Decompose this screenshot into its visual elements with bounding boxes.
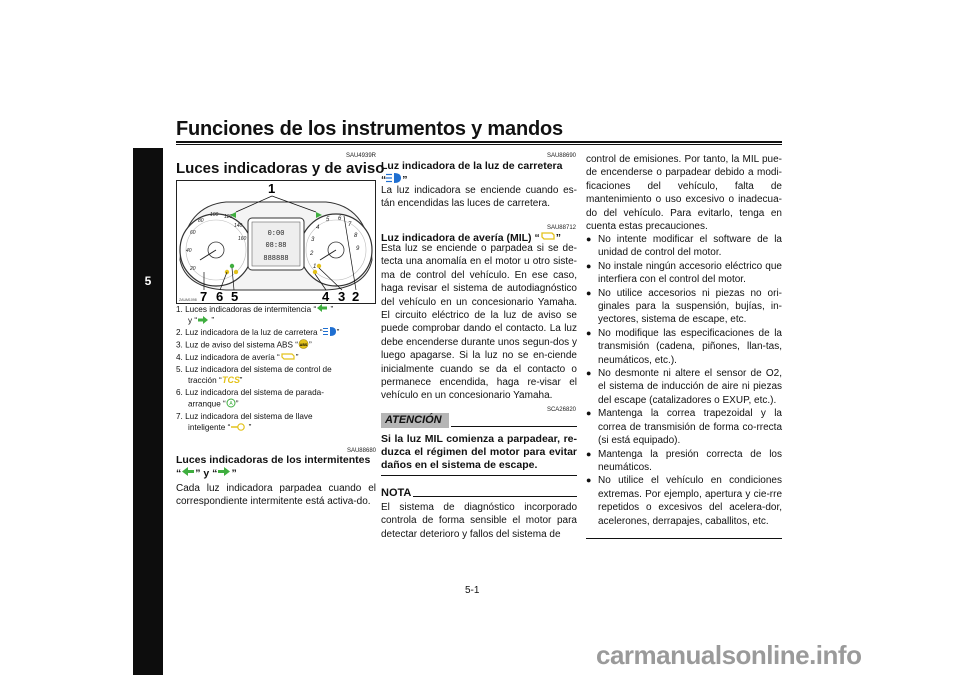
highbeam-title: Luz indicadora de la luz de carretera “ ” [381,160,563,186]
callout-1: 1 [268,181,276,196]
callout-3: 3 [338,289,346,304]
mil-code: SAU88712 [546,225,576,231]
lcd-odo-readout: 888888 [263,255,289,263]
figure-captions: 1. Luces indicadoras de intermitencia “ ” y “ ” 2. Luz indicadora de la luz de carretera “ ” 3. Luz de aviso del sistema ABS “ ABS ” 4. Luz indicadora de avería “ ” 5. Luz indicadora del sistema de control de tracción “ TCS ” 6. Luz indicadora del sistema de parada- arranque “ A ” 7. Luz indicadora del sistema de llave inteligente “ ” [176,305,340,432]
nota-text: El sistema de diagnóstico incorporado controla de forma sensible el motor para detectar deterioro y fallos del sistema de [381,502,577,540]
svg-text:1: 1 [313,264,317,270]
turn-section-code: SAU88680 [346,448,376,454]
list-item: ● No instale ningún accesorio eléctrico que interfiera con el control del motor. [586,260,782,286]
svg-text:60: 60 [190,230,196,236]
attention-bottom-rule [381,475,577,476]
svg-text:8: 8 [354,233,358,239]
svg-text:5: 5 [326,217,330,223]
callout-5: 5 [231,289,239,304]
page-number: 5-1 [465,585,480,596]
right-bottom-rule [586,538,782,539]
svg-text:100: 100 [210,212,219,218]
svg-text:80: 80 [198,218,204,224]
list-item: ● Mantenga la correa trapezoidal y la correa de transmisión de forma co-rrecta (si está equipado). [586,408,782,447]
engine-check-icon [280,352,296,364]
precautions-list [586,233,782,528]
smart-key-icon [230,422,246,434]
svg-text:4: 4 [316,225,320,231]
section-title: Luces indicadoras y de aviso [176,160,385,177]
stop-start-icon [226,398,236,411]
svg-text:160: 160 [238,236,247,242]
watermark: carmanualsonline.info [596,640,862,670]
high-beam-icon [323,327,337,339]
attention-text: Si la luz MIL comienza a parpadear, re-duzca el régimen del motor para evitar daños en el sistema de escape. [381,433,577,471]
left-arrow-icon [316,304,328,315]
svg-text:7: 7 [348,222,352,228]
figure-label: ZAUM1098 [179,298,197,302]
chapter-number: 5 [144,274,152,288]
abs-icon [298,339,309,352]
svg-text:120: 120 [224,214,233,220]
highbeam-code: SAU88690 [546,153,576,159]
lcd-mid-readout: 08:88 [265,242,287,250]
list-item: ● Mantenga la presión correcta de los neumáticos. [586,448,782,473]
mil-body: Esta luz se enciende o parpadea si se de-tecta una anomalía en el motor u otro siste-ma de control del vehículo. En ese caso, haga revisar el sistema de autodiagnóstico del vehículo en un concesionario Yamaha. El circuito eléctrico de la luz de aviso se puede comprobar dando el contacto. La luz debe encenderse durante unos segun-dos y luego apagarse. Si la luz no se en-ciende inicialmente cuando se da el contacto o permanece encendida, haga re-visar el vehículo en un concesionario Yamaha. [381,243,577,402]
title-rule-thin [176,144,782,145]
section-code: SAU4939R [345,153,376,159]
attention-rule [451,426,577,427]
attention-code: SCA26820 [546,407,576,413]
callout-2: 2 [352,289,360,304]
list-item: ● No desmonte ni altere el sensor de O2, el sistema de inducción de aire ni piezas del escape (catalizadores o EXUP, etc.). [586,368,782,406]
right-arrow-icon [217,467,231,480]
tcs-icon [222,375,240,387]
left-arrow-icon [181,467,195,480]
svg-text:40: 40 [186,248,192,254]
callout-7: 7 [200,289,208,304]
list-item: ● No utilice accesorios ni piezas no ori-ginales para la suspensión, bujías, in-yectores, sistema de escape, etc. [586,287,782,326]
svg-text:6: 6 [338,216,342,222]
list-item: ● No utilice el vehículo en condiciones extremas. Por ejemplo, apertura y cie-rre repetidos o excesivos del acelera-dor, acelerones, derrapajes, caballitos, etc. [586,475,782,527]
nota-rule [413,496,577,497]
callout-4: 4 [322,289,330,304]
svg-text:2: 2 [310,251,314,257]
callout-6: 6 [216,289,224,304]
list-item: ● No modifique las especificaciones de la transmisión (cadena, piñones, llan-tas, neumáticos, etc.). [586,327,782,366]
right-arrow-icon [197,316,209,327]
svg-text:140: 140 [234,223,243,229]
nota-label: NOTA [381,487,412,499]
lcd-top-readout: 0:00 [267,230,285,238]
chapter-tab [133,148,163,675]
svg-text:20: 20 [190,266,196,272]
turn-section-title: Luces indicadoras de los intermitentes “ ” y “ ” [176,454,371,480]
svg-text:A: A [229,400,233,407]
svg-text:9: 9 [356,246,360,252]
highbeam-body: La luz indicadora se enciende cuando es-tán encendidas las luces de carretera. [381,185,577,210]
page-title: Funciones de los instrumentos y mandos [176,118,563,140]
mil-title: Luz indicadora de avería (MIL) “ ” [381,231,561,244]
right-intro: control de emisiones. Por tanto, la MIL pue-de encenderse o parpadear debido a modi-ficaciones del vehículo, falta de mantenimiento o uso excesivo o inadecua-do del vehículo. Para evitarlo, tenga en cuenta estas precauciones. [586,154,782,233]
list-item: ● No intente modificar el software de la unidad de control del motor. [586,234,782,259]
attention-label: ATENCIÓN [381,413,449,428]
title-rule [176,141,782,143]
svg-text:TCS: TCS [221,374,240,384]
instrument-cluster-figure [176,180,376,304]
svg-text:ABS: ABS [299,342,308,347]
svg-text:3: 3 [311,237,315,243]
turn-section-body: Cada luz indicadora parpadea cuando el correspondiente intermitente está activa-do. [176,483,376,508]
